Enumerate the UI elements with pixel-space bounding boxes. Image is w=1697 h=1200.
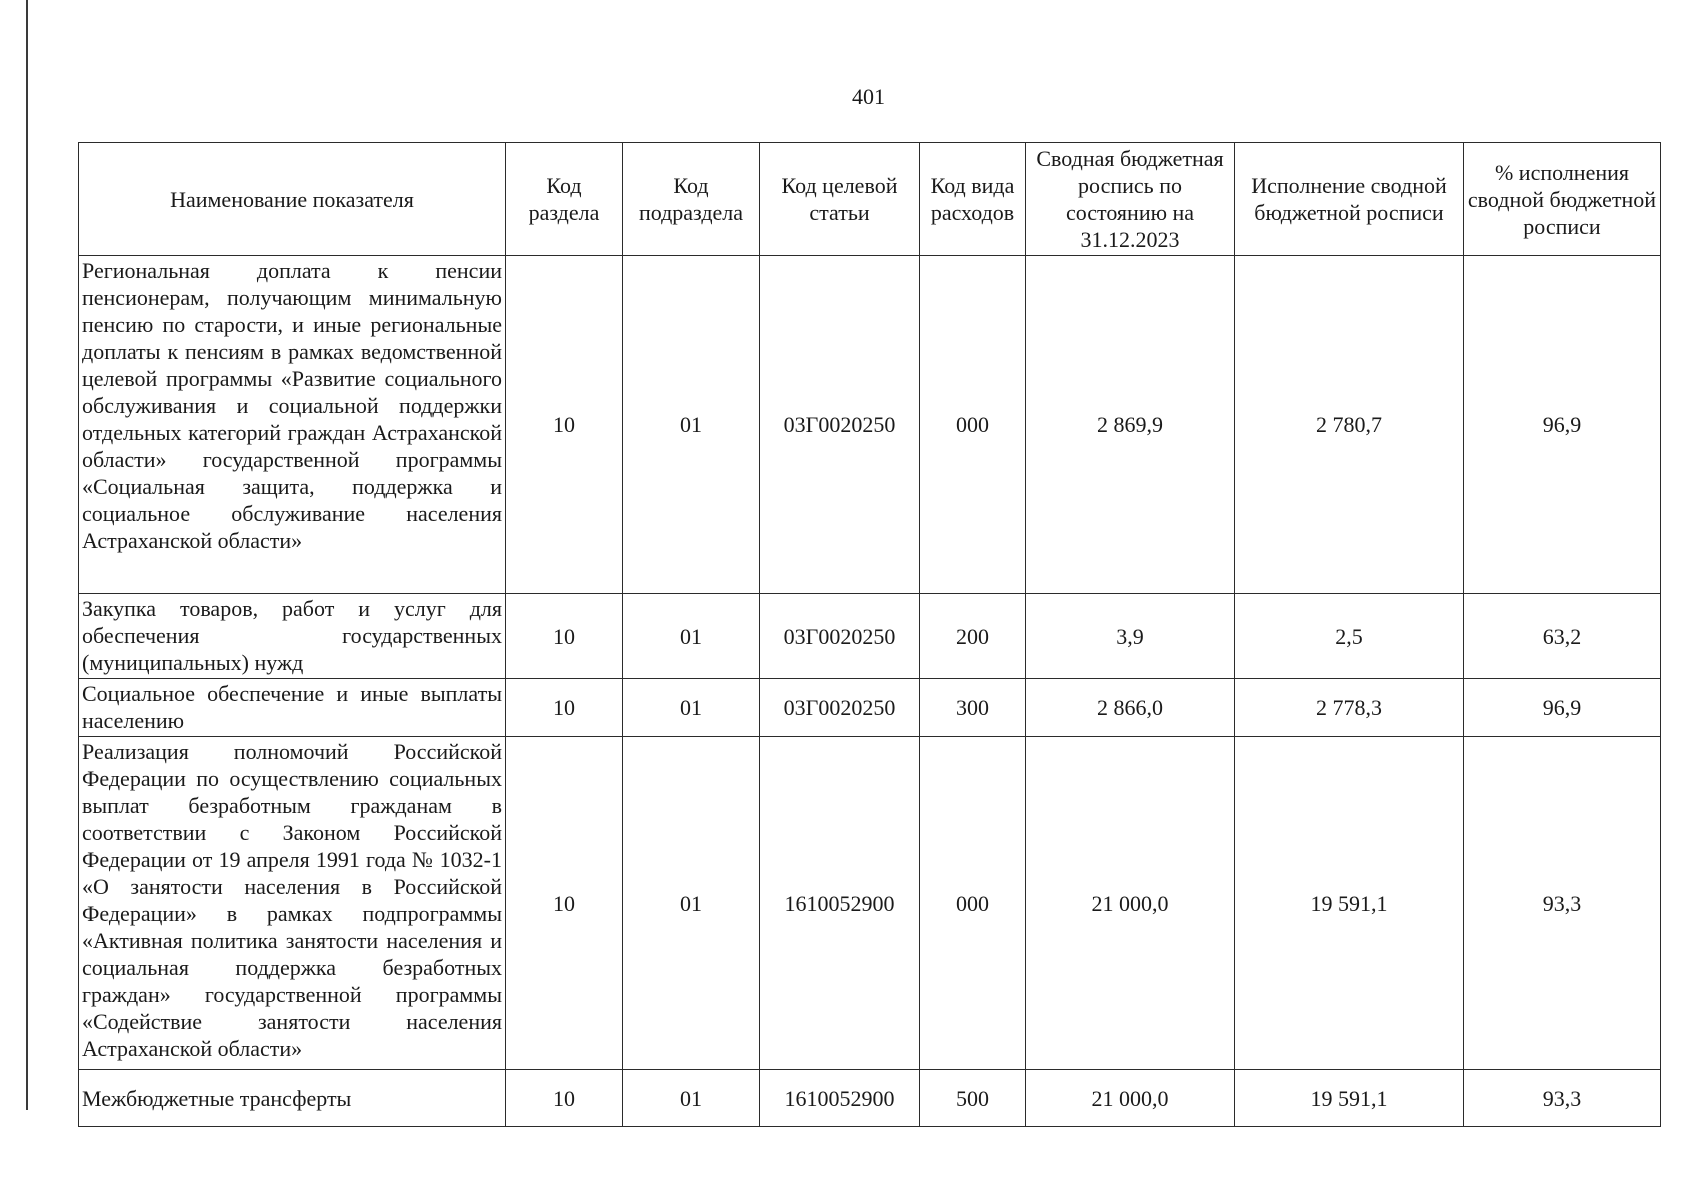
cell-subsection: 01 xyxy=(623,737,760,1070)
cell-execution: 2 780,7 xyxy=(1235,256,1464,594)
cell-budget: 2 869,9 xyxy=(1026,256,1235,594)
cell-target: 03Г0020250 xyxy=(760,594,920,679)
cell-name: Региональная доплата к пенсии пенсионерам, получающим минимальную пенсию по старости, и иные региональные доплаты к пенсиям в рамках ведомственной целевой программы «Развитие социального обслуживания и социальной поддержки отдельных категорий граждан Астраханской области» государственной программы «Социальная защита, поддержка и социальное обслуживание населения Астраханской области» xyxy=(79,256,506,594)
table-row xyxy=(79,737,1661,1070)
header-execution: Исполнение сводной бюджетной росписи xyxy=(1235,143,1464,256)
cell-expense-type: 300 xyxy=(920,679,1026,737)
header-subsection-code: Код подраздела xyxy=(623,143,760,256)
cell-name: Реализация полномочий Российской Федерации по осуществлению социальных выплат безработным гражданам в соответствии с Законом Российской Федерации от 19 апреля 1991 года № 1032-1 «О занятости населения в Российской Федерации» в рамках подпрограммы «Активная политика занятости населения и социальная поддержка безработных граждан» государственной программы «Содействие занятости населения Астраханской области» xyxy=(79,737,506,1070)
cell-percent: 93,3 xyxy=(1464,737,1661,1070)
cell-percent: 96,9 xyxy=(1464,679,1661,737)
header-expense-type-code: Код вида расходов xyxy=(920,143,1026,256)
cell-execution: 19 591,1 xyxy=(1235,1070,1464,1127)
cell-execution: 2,5 xyxy=(1235,594,1464,679)
cell-subsection: 01 xyxy=(623,594,760,679)
cell-budget: 2 866,0 xyxy=(1026,679,1235,737)
table-header-row xyxy=(79,143,1661,256)
cell-target: 03Г0020250 xyxy=(760,256,920,594)
cell-section: 10 xyxy=(506,737,623,1070)
cell-target: 03Г0020250 xyxy=(760,679,920,737)
budget-execution-table xyxy=(78,142,1661,1127)
header-budget-schedule: Сводная бюджетная роспись по состоянию на 31.12.2023 xyxy=(1026,143,1235,256)
table-row xyxy=(79,594,1661,679)
cell-section: 10 xyxy=(506,1070,623,1127)
header-execution-percent: % исполнения сводной бюджетной росписи xyxy=(1464,143,1661,256)
cell-subsection: 01 xyxy=(623,1070,760,1127)
cell-section: 10 xyxy=(506,256,623,594)
cell-expense-type: 000 xyxy=(920,256,1026,594)
cell-expense-type: 500 xyxy=(920,1070,1026,1127)
cell-subsection: 01 xyxy=(623,679,760,737)
table-row xyxy=(79,1070,1661,1127)
cell-expense-type: 200 xyxy=(920,594,1026,679)
cell-percent: 96,9 xyxy=(1464,256,1661,594)
cell-execution: 19 591,1 xyxy=(1235,737,1464,1070)
cell-target: 1610052900 xyxy=(760,1070,920,1127)
header-target-code: Код целевой статьи xyxy=(760,143,920,256)
cell-budget: 21 000,0 xyxy=(1026,1070,1235,1127)
cell-name: Закупка товаров, работ и услуг для обеспечения государственных (муниципальных) нужд xyxy=(79,594,506,679)
cell-percent: 93,3 xyxy=(1464,1070,1661,1127)
cell-section: 10 xyxy=(506,594,623,679)
header-section-code: Код раздела xyxy=(506,143,623,256)
table-row xyxy=(79,256,1661,594)
header-indicator-name: Наименование показателя xyxy=(79,143,506,256)
cell-section: 10 xyxy=(506,679,623,737)
cell-target: 1610052900 xyxy=(760,737,920,1070)
scan-edge-line xyxy=(26,0,28,1110)
cell-budget: 3,9 xyxy=(1026,594,1235,679)
cell-name: Межбюджетные трансферты xyxy=(79,1070,506,1127)
table-row xyxy=(79,679,1661,737)
cell-execution: 2 778,3 xyxy=(1235,679,1464,737)
cell-expense-type: 000 xyxy=(920,737,1026,1070)
cell-subsection: 01 xyxy=(623,256,760,594)
cell-budget: 21 000,0 xyxy=(1026,737,1235,1070)
cell-percent: 63,2 xyxy=(1464,594,1661,679)
page-number: 401 xyxy=(852,84,885,109)
cell-name: Социальное обеспечение и иные выплаты населению xyxy=(79,679,506,737)
